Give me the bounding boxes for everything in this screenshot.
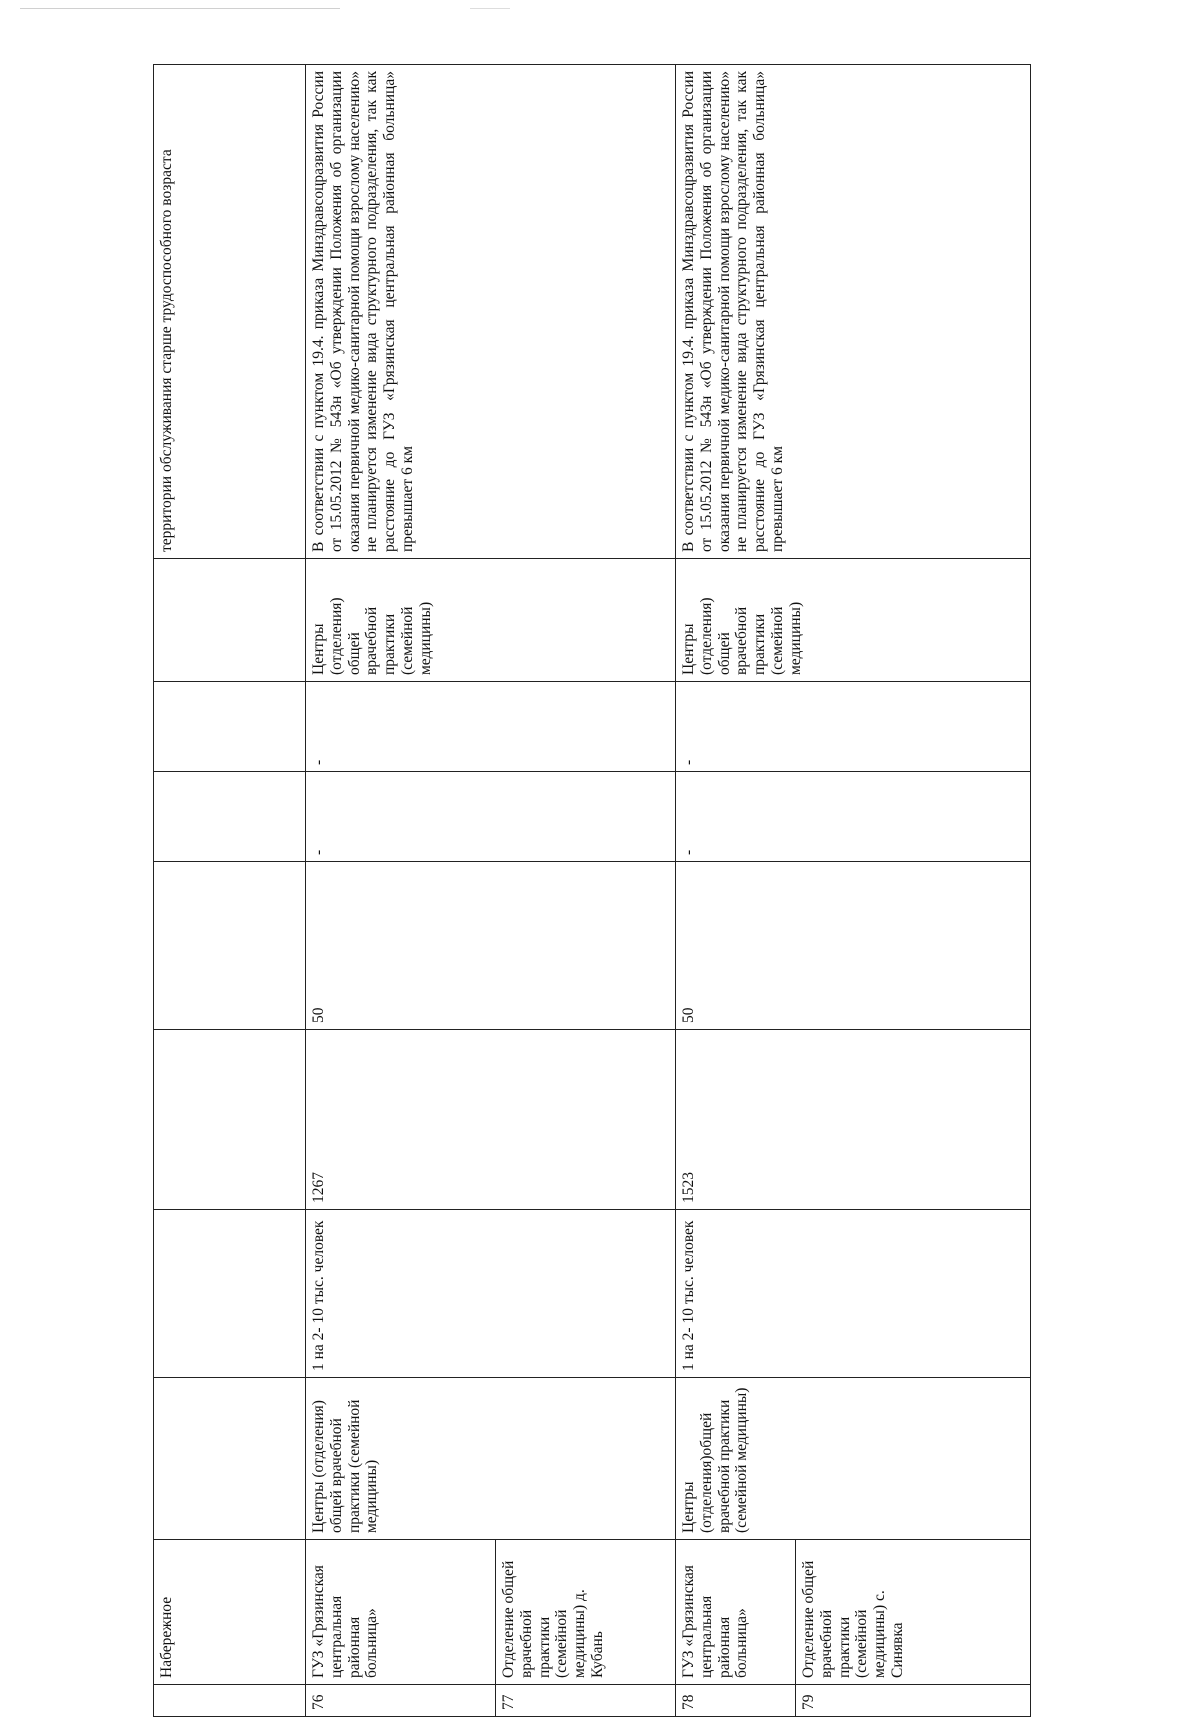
type-cell: Центры (отделения)общей врачебной практики (семейной медицины) — [676, 1378, 1031, 1540]
scan-artifact-line — [20, 8, 340, 9]
table-row — [306, 65, 496, 1717]
empty-cell — [154, 682, 306, 772]
note-cell: В соответствии с пунктом 19.4. приказа Минздравсоцразвития России от 15.05.2012 № 543н «Об утверждении Положения об организации оказания первичной медико-санитарной помощи взрослому населению» не планируется изменение вида структурного подразделения, так как расстояние до ГУЗ «Грязинская центральная районная больница» превышает 6 км — [676, 65, 1031, 559]
norm-cell: 1 на 2- 10 тыс. человек — [676, 1210, 1031, 1378]
value-cell: 50 — [676, 862, 1031, 1030]
scan-artifact-line — [470, 8, 510, 9]
plan-cell: Центры (отделения) общей врачебной практики (семейной медицины) — [306, 559, 676, 682]
settlement-cell: Набережное — [154, 1540, 306, 1685]
value-cell: 50 — [306, 862, 676, 1030]
norm-cell: 1 на 2- 10 тыс. человек — [306, 1210, 676, 1378]
facilities-table — [153, 64, 1031, 1717]
row-number-cell — [154, 1685, 306, 1717]
empty-cell — [154, 862, 306, 1030]
note-cell: территории обслуживания старше трудоспособного возраста — [154, 65, 306, 559]
dash-cell: - — [306, 682, 676, 772]
empty-cell — [154, 559, 306, 682]
dash-cell: - — [676, 772, 1031, 862]
note-cell: В соответствии с пунктом 19.4. приказа Минздравсоцразвития России от 15.05.2012 № 543н «Об утверждении Положения об организации оказания первичной медико-санитарной помощи взрослому населению» не планируется изменение вида структурного подразделения, так как расстояние до ГУЗ «Грязинская центральная районная больница» превышает 6 км — [306, 65, 676, 559]
row-number: 79 — [796, 1685, 1031, 1717]
org-cell: Отделение общей врачебной практики (семейной медицины) д. Кубань — [496, 1540, 676, 1685]
empty-cell — [154, 1378, 306, 1540]
population-cell: 1523 — [676, 1030, 1031, 1210]
org-cell: ГУЗ «Грязинская центральная районная больница» — [676, 1540, 796, 1685]
type-cell: Центры (отделения) общей врачебной практики (семейной медицины) — [306, 1378, 676, 1540]
org-cell: Отделение общей врачебной практики (семейной медицины) с. Синявка — [796, 1540, 1031, 1685]
empty-cell — [154, 772, 306, 862]
dash-cell: - — [306, 772, 676, 862]
dash-cell: - — [676, 682, 1031, 772]
plan-cell: Центры (отделения) общей врачебной практики (семейной медицины) — [676, 559, 1031, 682]
empty-cell — [154, 1210, 306, 1378]
row-number: 77 — [496, 1685, 676, 1717]
empty-cell — [154, 1030, 306, 1210]
table-row — [676, 65, 796, 1717]
row-number: 76 — [306, 1685, 496, 1717]
org-cell: ГУЗ «Грязинская центральная районная больница» — [306, 1540, 496, 1685]
rotated-page — [153, 65, 1030, 1717]
population-cell: 1267 — [306, 1030, 676, 1210]
row-number: 78 — [676, 1685, 796, 1717]
table-row — [154, 65, 306, 1717]
